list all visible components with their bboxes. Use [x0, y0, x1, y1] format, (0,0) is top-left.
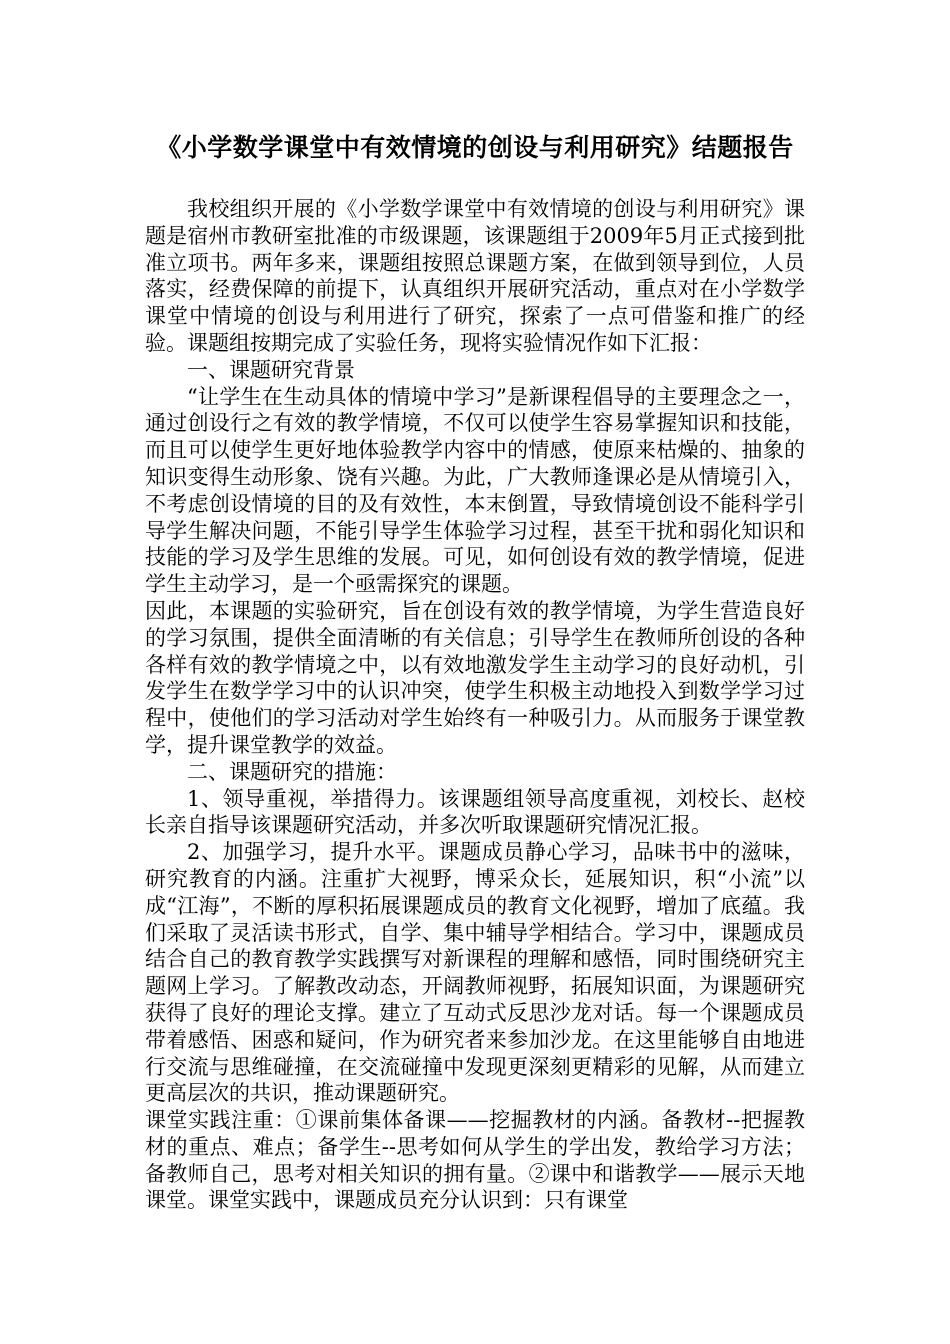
document-title: 《小学数学课堂中有效情境的创设与利用研究》结题报告 [156, 133, 794, 162]
paragraph-measure-1: 1、领导重视，举措得力。该课题组领导高度重视，刘校长、赵校长亲自指导该课题研究活动，并多次听取课题研究情况汇报。 [145, 786, 805, 838]
heading-background: 一、课题研究背景 [187, 357, 355, 382]
heading-measures: 二、课题研究的措施： [187, 759, 397, 784]
paragraph-background: “让学生在生动具体的情境中学习”是新课程倡导的主要理念之一，通过创设行之有效的教学情境，不仅可以使学生容易掌握知识和技能，而且可以使学生更好地体验教学内容中的情感，使原来枯燥的、抽象的知识变得生动形象、饶有兴趣。为此，广大教师逢课必是从情境引入，不考虑创设情境的目的及有效性，本末倒置，导致情境创设不能科学引导学生解决问题，不能引导学生体验学习过程，甚至干扰和弱化知识和技能的学习及学生思维的发展。可见，如何创设有效的教学情境，促进学生主动学习，是一个亟需探究的课题。 [145, 384, 805, 597]
paragraph-classroom-practice: 课堂实践注重：①课前集体备课——挖掘教材的内涵。备教材--把握教材的重点、难点；备学生--思考如何从学生的学出发，教给学习方法；备教师自己，思考对相关知识的拥有量。②课中和谐教学——展示天地课堂。课堂实践中，课题成员充分认识到：只有课堂 [145, 1108, 805, 1213]
paragraph-intro: 我校组织开展的《小学数学课堂中有效情境的创设与利用研究》课题是宿州市教研室批准的市级课题，该课题组于2009年5月正式接到批准立项书。两年多来，课题组按照总课题方案，在做到领导到位，人员落实，经费保障的前提下，认真组织开展研究活动，重点对在小学数学课堂中情境的创设与利用进行了研究，探索了一点可借鉴和推广的经验。课题组按期完成了实验任务，现将实验情况作如下汇报： [145, 197, 805, 355]
paragraph-purpose: 因此，本课题的实验研究，旨在创设有效的教学情境，为学生营造良好的学习氛围，提供全面清晰的有关信息；引导学生在教师所创设的各种各样有效的教学情境之中，以有效地激发学生主动学习的良好动机，引发学生在数学学习中的认识冲突，使学生积极主动地投入到数学学习过程中，使他们的学习活动对学生始终有一种吸引力。从而服务于课堂教学，提升课堂教学的效益。 [145, 598, 805, 757]
paragraph-measure-2: 2、加强学习，提升水平。课题成员静心学习，品味书中的滋味，研究教育的内涵。注重扩大视野，博采众长，延展知识，积“小流”以成“江海”，不断的厚积拓展课题成员的教育文化视野，增加了底蕴。我们采取了灵活读书形式，自学、集中辅导学相结合。学习中，课题成员结合自己的教育教学实践撰写对新课程的理解和感悟，同时围绕研究主题网上学习。了解教改动态，开阔教师视野，拓展知识面，为课题研究获得了良好的理论支撑。建立了互动式反思沙龙对话。每一个课题成员带着感悟、困惑和疑问，作为研究者来参加沙龙。在这里能够自由地进行交流与思维碰撞，在交流碰撞中发现更深刻更精彩的见解，从而建立更高层次的共识，推动课题研究。 [145, 840, 805, 1106]
document-body [145, 196, 805, 1214]
